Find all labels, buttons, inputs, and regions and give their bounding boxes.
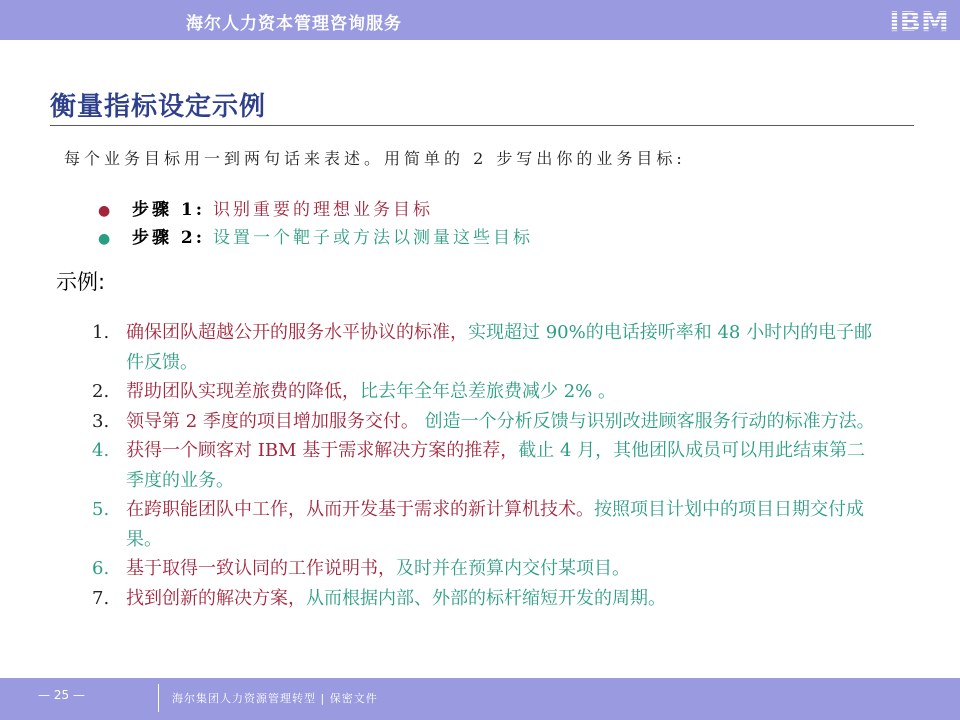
- bullet-icon: ●: [98, 231, 111, 247]
- example-item-1: [92, 318, 882, 377]
- example-teal-text: 实现超过 90%的电话接听率和 48 小时内的电子邮件反馈。: [126, 322, 873, 373]
- step-label: 步骤 1:: [132, 200, 206, 220]
- step-item-2: [98, 224, 533, 252]
- header-bar: [0, 0, 960, 40]
- example-teal-text: 从而根据内部、外部的标杆缩短开发的周期。: [306, 587, 666, 609]
- intro-text: 每个业务目标用一到两句话来表述。用简单的 2 步写出你的业务目标:: [64, 149, 686, 168]
- step-label: 步骤 2:: [132, 228, 206, 248]
- example-teal-text: 及时并在预算内交付某项目。: [396, 558, 630, 579]
- bullet-icon: ●: [98, 203, 111, 219]
- example-item-5: [92, 495, 882, 554]
- example-item-4: [92, 436, 882, 495]
- example-red-text: 帮助团队实现差旅费的降低，: [126, 381, 360, 402]
- steps-list: [98, 196, 533, 252]
- example-number: 4.: [92, 440, 110, 461]
- example-teal-text: 比去年全年总差旅费减少 2% 。: [360, 381, 616, 402]
- page-number: — 25 —: [38, 688, 85, 702]
- step-text: 设置一个靶子或方法以测量这些目标: [213, 228, 534, 248]
- example-teal-text: 截止 4 月，其他团队成员可以用此结束第二季度的业务。: [126, 440, 866, 491]
- example-item-7: [92, 584, 882, 614]
- example-red-text: 确保团队超越公开的服务水平协议的标准，: [126, 322, 468, 343]
- title-divider: [50, 125, 914, 126]
- example-number: 7.: [92, 587, 110, 609]
- example-item-2: [92, 377, 882, 407]
- header-title: 海尔人力资本管理咨询服务: [186, 14, 402, 34]
- example-number: 6.: [92, 558, 110, 579]
- ibm-logo-text: IBM: [889, 6, 949, 34]
- footer-bar: [0, 678, 960, 720]
- example-number: 5.: [92, 499, 110, 520]
- footer-text: 海尔集团人力资源管理转型 | 保密文件: [172, 692, 378, 705]
- example-number: 1.: [92, 322, 110, 343]
- example-red-text: 找到创新的解决方案，: [126, 587, 306, 609]
- example-item-3: [92, 407, 882, 437]
- example-teal-text: 创造一个分析反馈与识别改进顾客服务行动的标准方法。: [418, 410, 875, 432]
- footer-divider: [158, 684, 159, 712]
- example-heading: 示例:: [56, 270, 106, 294]
- page-title: 衡量指标设定示例: [50, 92, 267, 122]
- example-number: 3.: [92, 410, 110, 432]
- examples-list: [92, 318, 882, 613]
- example-red-text: 获得一个顾客对 IBM 基于需求解决方案的推荐，: [126, 440, 519, 461]
- example-teal-text: 按照项目计划中的项目日期交付成果。: [126, 499, 864, 550]
- example-item-6: [92, 554, 882, 584]
- example-red-text: 在跨职能团队中工作，从而开发基于需求的新计算机技术。: [126, 499, 594, 520]
- example-red-text: 基于取得一致认同的工作说明书，: [126, 558, 396, 579]
- step-text: 识别重要的理想业务目标: [213, 200, 434, 220]
- example-number: 2.: [92, 381, 110, 402]
- ibm-logo: [886, 6, 952, 34]
- step-item-1: [98, 196, 533, 224]
- example-red-text: 领导第 2 季度的项目增加服务交付。: [126, 410, 419, 432]
